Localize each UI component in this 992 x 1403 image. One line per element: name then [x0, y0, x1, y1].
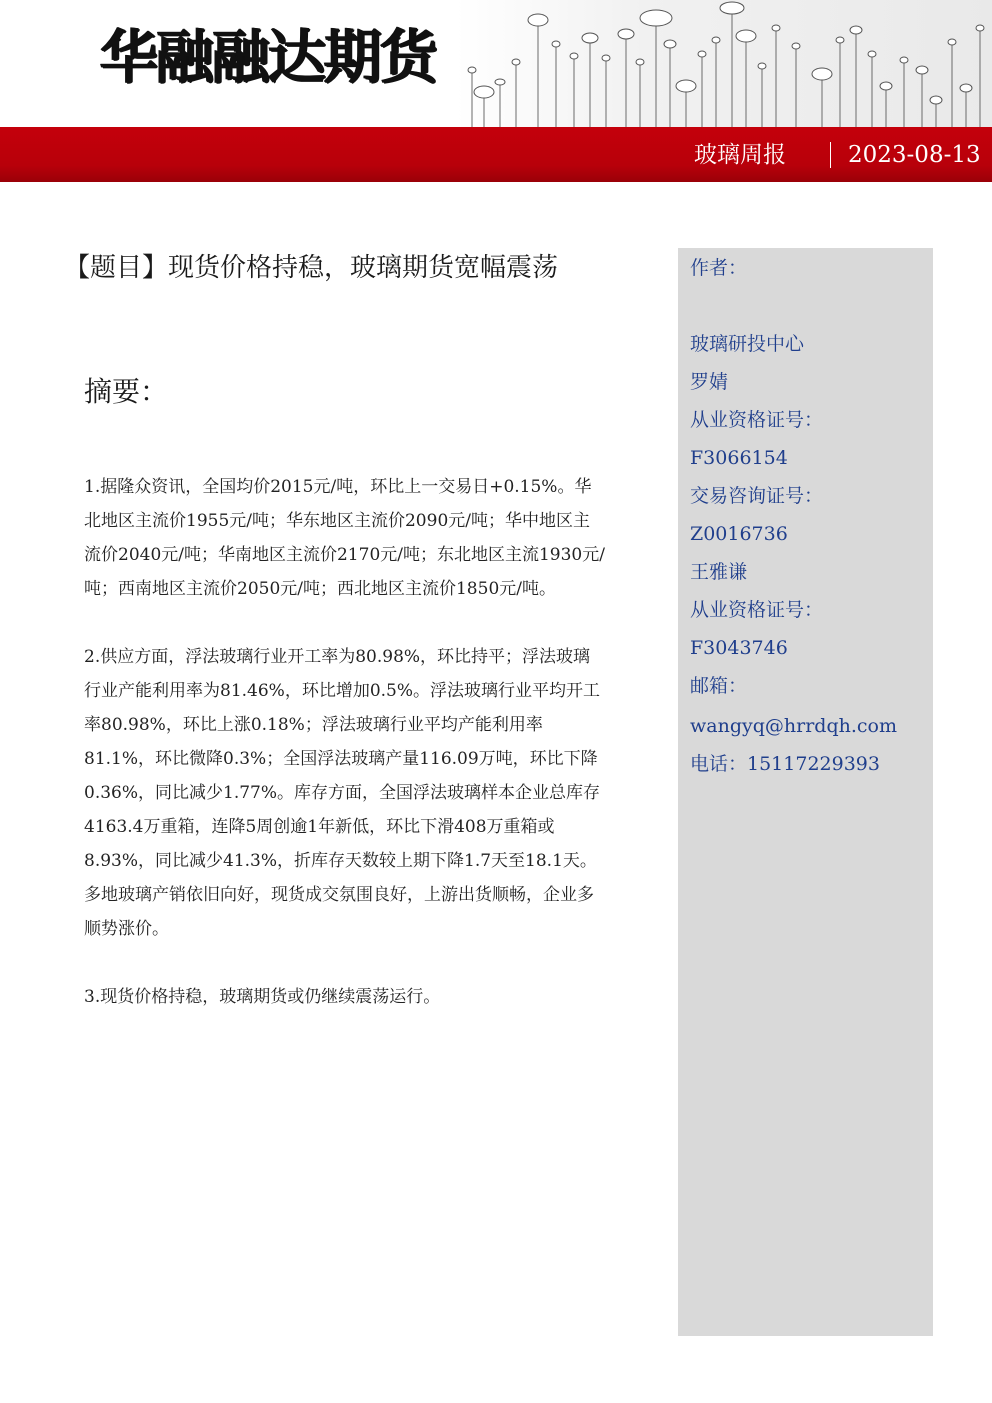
abstract-paragraph-3: 3.现货价格持稳，玻璃期货或仍继续震荡运行。	[84, 987, 441, 1007]
decor-bubble-11	[640, 10, 672, 26]
sidebar-license-label-1: 从业资格证号：	[690, 409, 824, 431]
decor-bubble-25	[880, 82, 892, 90]
sidebar-center-name: 玻璃研投中心	[690, 333, 805, 355]
decor-bubble-16	[720, 2, 744, 14]
decor-bubble-15	[712, 37, 720, 43]
header-divider	[830, 142, 831, 168]
decor-bubble-30	[960, 84, 972, 92]
decor-bubble-22	[836, 37, 844, 43]
decor-bubble-9	[618, 29, 634, 39]
header-decoration	[456, 0, 992, 128]
sidebar-license-number-1: F3066154	[690, 447, 788, 469]
decor-bubble-28	[930, 96, 942, 104]
bubble-lines-graphic	[456, 0, 992, 128]
decor-bubble-12	[664, 40, 676, 48]
decor-bubble-20	[792, 43, 800, 49]
report-type: 玻璃周报	[694, 142, 786, 168]
decor-bubble-3	[512, 59, 520, 65]
sidebar-author-1: 罗婧	[690, 371, 729, 393]
abstract-paragraph-1: 1.据隆众资讯，全国均价2015元/吨，环比上一交易日+0.15%。华北地区主流价1955元/吨；华东地区主流价2090元/吨；华中地区主流价2040元/吨；华南地区主流价2170元/吨；东北地区主流1930元/吨；西南地区主流价2050元/吨；西北地区主流价1850元/吨。	[84, 477, 605, 599]
decor-bubble-24	[868, 51, 876, 57]
decor-bubble-18	[758, 63, 766, 69]
decor-bubble-14	[698, 51, 706, 57]
sidebar-consult-number: Z0016736	[690, 523, 788, 545]
decor-bubble-17	[736, 30, 756, 42]
decor-bubble-13	[676, 80, 696, 92]
report-title: 【题目】现货价格持稳，玻璃期货宽幅震荡	[64, 253, 559, 283]
sidebar-email-label: 邮箱：	[690, 675, 748, 697]
sidebar-author-label: 作者：	[690, 257, 748, 279]
sidebar-license-number-2: F3043746	[690, 637, 788, 659]
decor-bubble-23	[850, 26, 862, 34]
decor-bubble-1	[474, 86, 494, 98]
abstract-paragraph-2: 2.供应方面，浮法玻璃行业开工率为80.98%，环比持平；浮法玻璃行业产能利用率为81.46%，环比增加0.5%。浮法玻璃行业平均开工率80.98%，环比上涨0.18%；浮法玻璃行业平均产能利用率81.1%，环比微降0.3%；全国浮法玻璃产量116.09万吨，环比下降0.36%，同比减少1.77%。库存方面，全国浮法玻璃样本企业总库存4163.4万重箱，连降5周创逾1年新低，环比下滑408万重箱或8.93%，同比减少41.3%，折库存天数较上期下降1.7天至18.1天。多地玻璃产销依旧向好，现货成交氛围良好，上游出货顺畅，企业多顺势涨价。	[84, 647, 601, 939]
header-band	[0, 127, 992, 182]
company-name: 华融融达期货	[100, 23, 437, 91]
sidebar-phone: 电话：15117229393	[690, 753, 880, 775]
decor-bubble-4	[528, 14, 548, 26]
decor-bubble-31	[976, 25, 984, 31]
decor-bubble-0	[468, 67, 476, 73]
decor-bubble-8	[602, 55, 610, 61]
decor-bubble-6	[570, 53, 578, 59]
sidebar-consult-label: 交易咨询证号：	[690, 485, 824, 507]
decor-bubble-5	[552, 41, 560, 47]
report-date: 2023-08-13	[848, 142, 981, 168]
abstract-heading: 摘要：	[84, 375, 169, 408]
decor-bubble-27	[916, 66, 928, 74]
sidebar-author-2: 王雅谦	[690, 561, 748, 583]
decor-bubble-7	[582, 33, 598, 43]
abstract-body	[84, 470, 606, 1048]
decor-bubble-2	[495, 79, 505, 85]
sidebar-license-label-2: 从业资格证号：	[690, 599, 824, 621]
sidebar-email[interactable]: wangyq@hrrdqh.com	[690, 715, 897, 737]
decor-bubble-10	[636, 59, 644, 65]
decor-bubble-19	[772, 25, 780, 31]
decor-bubble-21	[812, 68, 832, 80]
decor-bubble-29	[948, 39, 956, 45]
decor-bubble-26	[900, 57, 908, 63]
